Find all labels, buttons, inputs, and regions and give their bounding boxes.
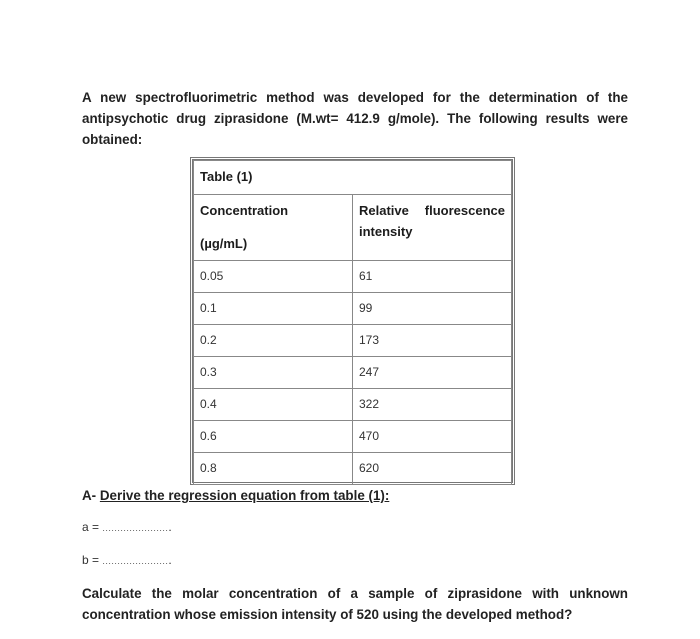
part-a-heading <box>82 488 389 503</box>
conc-cell: 0.6 <box>194 421 353 453</box>
answer-a-label: a = <box>82 520 100 534</box>
intensity-cell: 620 <box>353 453 512 485</box>
answer-a-line <box>82 520 172 534</box>
header-fluorescence-word: fluorescence <box>424 203 505 218</box>
conc-cell: 0.1 <box>194 293 353 325</box>
intensity-cell: 470 <box>353 421 512 453</box>
question-paragraph: Calculate the molar concentration of a sample of ziprasidone with unknown concentration whose emission intensity of 520 using the developed method? <box>82 586 628 622</box>
intensity-cell: 99 <box>353 293 512 325</box>
conc-cell: 0.3 <box>194 357 353 389</box>
table-row <box>194 389 512 421</box>
part-a-prefix: A- <box>82 488 100 503</box>
answer-b-end: . <box>168 553 172 567</box>
conc-cell: 0.05 <box>194 261 353 293</box>
header-intensity-word: intensity <box>359 224 413 239</box>
part-a-instruction: Derive the regression equation from table (1): <box>99 488 390 503</box>
data-table-frame <box>190 157 515 485</box>
table-row <box>194 325 512 357</box>
table-row <box>194 357 512 389</box>
table-row <box>194 453 512 485</box>
table-row <box>194 421 512 453</box>
table-row <box>194 261 512 293</box>
intro-paragraph: A new spectrofluorimetric method was developed for the determination of the antipsychotic drug ziprasidone (M.wt= 412.9 g/mole). The following results were obtained: <box>82 90 628 147</box>
conc-cell: 0.2 <box>194 325 353 357</box>
header-concentration <box>194 195 353 261</box>
data-table <box>193 160 512 485</box>
intensity-cell: 322 <box>353 389 512 421</box>
intensity-cell: 247 <box>353 357 512 389</box>
header-relative-word: Relative <box>359 203 409 218</box>
conc-cell: 0.8 <box>194 453 353 485</box>
answer-a-blank[interactable]: ...................... <box>102 523 169 533</box>
table-caption: Table (1) <box>194 161 512 195</box>
answer-b-blank[interactable]: ...................... <box>102 556 169 566</box>
intensity-cell: 173 <box>353 325 512 357</box>
answer-b-label: b = <box>82 553 100 567</box>
answer-a-end: . <box>168 520 172 534</box>
table-row <box>194 293 512 325</box>
header-concentration-unit: (µg/mL) <box>200 236 248 251</box>
header-concentration-label: Concentration <box>200 203 289 218</box>
conc-cell: 0.4 <box>194 389 353 421</box>
answer-b-line <box>82 553 172 567</box>
header-intensity <box>353 195 512 261</box>
intensity-cell: 61 <box>353 261 512 293</box>
